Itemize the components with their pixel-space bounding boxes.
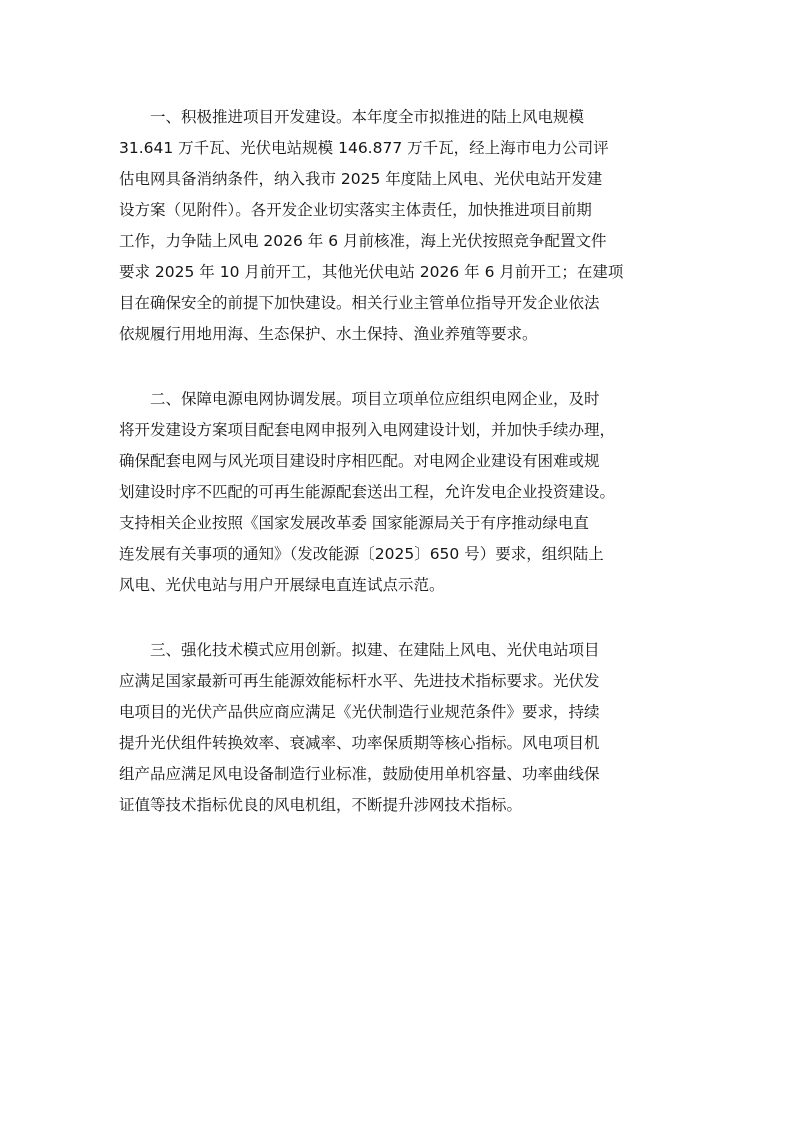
text-line: 设方案（见附件）。各开发企业切实落实主体责任，加快推进项目前期 [119,201,592,219]
text-line: 一、积极推进项目开发建设。本年度全市拟推进的陆上风电规模 [150,108,585,126]
text-line: 31.641 万千瓦、光伏电站规模 146.877 万千瓦，经上海市电力公司评 [119,139,609,157]
text-line: 三、强化技术模式应用创新。拟建、在建陆上风电、光伏电站项目 [150,641,600,659]
paragraph-1 [119,102,694,350]
text-line: 要求 2025 年 10 月前开工，其他光伏电站 2026 年 6 月前开工；在建项 [119,263,624,281]
text-line: 二、保障电源电网协调发展。项目立项单位应组织电网企业，及时 [150,390,600,408]
paragraph-2 [119,384,694,601]
text-line: 证值等技术指标优良的风电机组，不断提升涉网技术指标。 [119,796,523,814]
text-line: 将开发建设方案项目配套电网申报列入电网建设计划，并加快手续办理， [119,421,616,439]
document-body [119,102,694,855]
text-line: 连发展有关事项的通知》（发改能源〔2025〕650 号）要求，组织陆上 [119,545,604,563]
text-line: 风电、光伏电站与用户开展绿电直连试点示范。 [119,576,445,594]
text-line: 组产品应满足风电设备制造行业标准，鼓励使用单机容量、功率曲线保 [119,765,600,783]
text-line: 工作，力争陆上风电 2026 年 6 月前核准，海上光伏按照竞争配置文件 [119,232,607,250]
text-line: 划建设时序不匹配的可再生能源配套送出工程，允许发电企业投资建设。 [119,483,616,501]
text-line: 确保配套电网与风光项目建设时序相匹配。对电网企业建设有困难或规 [119,452,600,470]
text-line: 电项目的光伏产品供应商应满足《光伏制造行业规范条件》要求，持续 [119,703,600,721]
text-line: 估电网具备消纳条件，纳入我市 2025 年度陆上风电、光伏电站开发建 [119,170,603,188]
text-line: 应满足国家最新可再生能源效能标杆水平、先进技术指标要求。光伏发 [119,672,600,690]
text-line: 依规履行用地用海、生态保护、水土保持、渔业养殖等要求。 [119,325,538,343]
text-line: 支持相关企业按照《国家发展改革委 国家能源局关于有序推动绿电直 [119,514,589,532]
text-line: 提升光伏组件转换效率、衰减率、功率保质期等核心指标。风电项目机 [119,734,600,752]
paragraph-3 [119,635,694,821]
text-line: 目在确保安全的前提下加快建设。相关行业主管单位指导开发企业依法 [119,294,600,312]
